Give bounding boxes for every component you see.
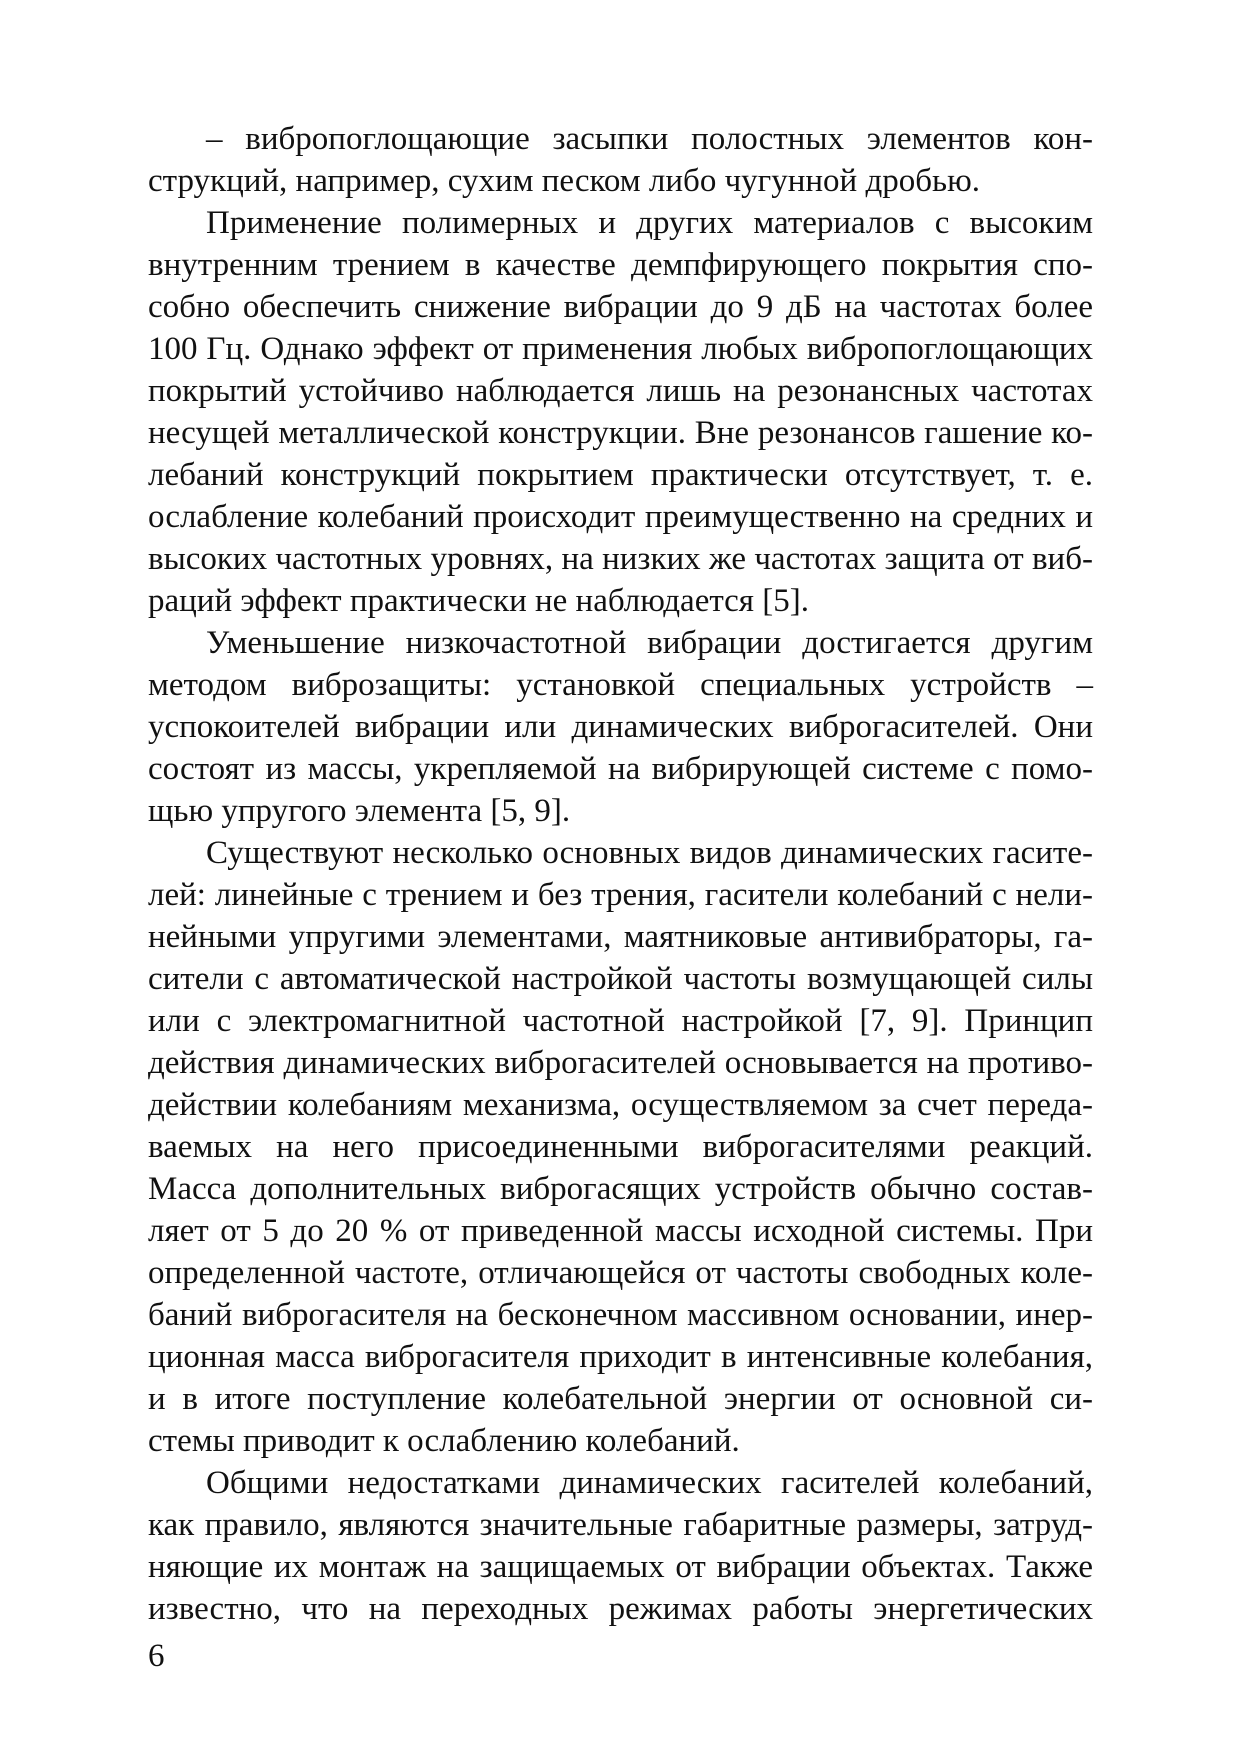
text-line: ляет от 5 до 20 % от приведенной массы исходной системы. При [148, 1213, 1093, 1249]
document-page [148, 118, 1093, 1630]
text-line: внутренним трением в качестве демпфирующего покрытия спо- [148, 247, 1093, 283]
text-line: как правило, являются значительные габаритные размеры, затруд- [148, 1507, 1093, 1543]
text-line: лебаний конструкций покрытием практически отсутствует, т. е. [148, 457, 1093, 493]
text-line: состоят из массы, укрепляемой на вибрирующей системе с помо- [148, 751, 1093, 787]
text-line: несущей металлической конструкции. Вне резонансов гашение ко- [148, 415, 1093, 451]
text-line: известно, что на переходных режимах работы энергетических [148, 1591, 1093, 1627]
text-line: струкций, например, сухим песком либо чугунной дробью. [148, 163, 980, 199]
paragraph [148, 118, 1093, 202]
text-line: собно обеспечить снижение вибрации до 9 дБ на частотах более [148, 289, 1093, 325]
text-line: ционная масса виброгасителя приходит в интенсивные колебания, [148, 1339, 1093, 1375]
text-line: определенной частоте, отличающейся от частоты свободных коле- [148, 1255, 1093, 1291]
text-line: сители с автоматической настройкой частоты возмущающей силы [148, 961, 1093, 997]
text-line: нейными упругими элементами, маятниковые антивибраторы, га- [148, 919, 1093, 955]
text-line: баний виброгасителя на бесконечном массивном основании, инер- [148, 1297, 1093, 1333]
text-line: Уменьшение низкочастотной вибрации достигается другим [206, 625, 1093, 661]
text-line: действия динамических виброгасителей основывается на противо- [148, 1045, 1093, 1081]
text-line: лей: линейные с трением и без трения, гасители колебаний с нели- [148, 877, 1093, 913]
text-line: щью упругого элемента [5, 9]. [148, 793, 571, 829]
text-line: высоких частотных уровнях, на низких же частотах защита от виб- [148, 541, 1093, 577]
text-line: ослабление колебаний происходит преимущественно на средних и [148, 499, 1093, 535]
text-line: Существуют несколько основных видов динамических гасите- [206, 835, 1093, 871]
text-line: стемы приводит к ослаблению колебаний. [148, 1423, 740, 1459]
text-line: Масса дополнительных виброгасящих устройств обычно состав- [148, 1171, 1093, 1207]
page-number: 6 [148, 1638, 165, 1674]
text-line: Общими недостатками динамических гасителей колебаний, [206, 1465, 1093, 1501]
text-line: ваемых на него присоединенными виброгасителями реакций. [148, 1129, 1093, 1165]
text-line: или с электромагнитной частотной настройкой [7, 9]. Принцип [148, 1003, 1093, 1039]
text-line: методом виброзащиты: установкой специальных устройств – [148, 667, 1093, 703]
text-line: 100 Гц. Однако эффект от применения любых вибропоглощающих [148, 331, 1093, 367]
text-line: Применение полимерных и других материалов с высоким [206, 205, 1093, 241]
text-line: раций эффект практически не наблюдается [5]. [148, 583, 809, 619]
text-line: покрытий устойчиво наблюдается лишь на резонансных частотах [148, 373, 1093, 409]
text-line: и в итоге поступление колебательной энергии от основной си- [148, 1381, 1093, 1417]
text-line: няющие их монтаж на защищаемых от вибрации объектах. Также [148, 1549, 1093, 1585]
text-line: – вибропоглощающие засыпки полостных элементов кон- [206, 121, 1093, 157]
text-line: успокоителей вибрации или динамических виброгасителей. Они [148, 709, 1093, 745]
paragraph [148, 622, 1093, 832]
text-line: действии колебаниям механизма, осуществляемом за счет переда- [148, 1087, 1093, 1123]
paragraph [148, 1462, 1093, 1630]
paragraph [148, 202, 1093, 622]
paragraph [148, 832, 1093, 1462]
